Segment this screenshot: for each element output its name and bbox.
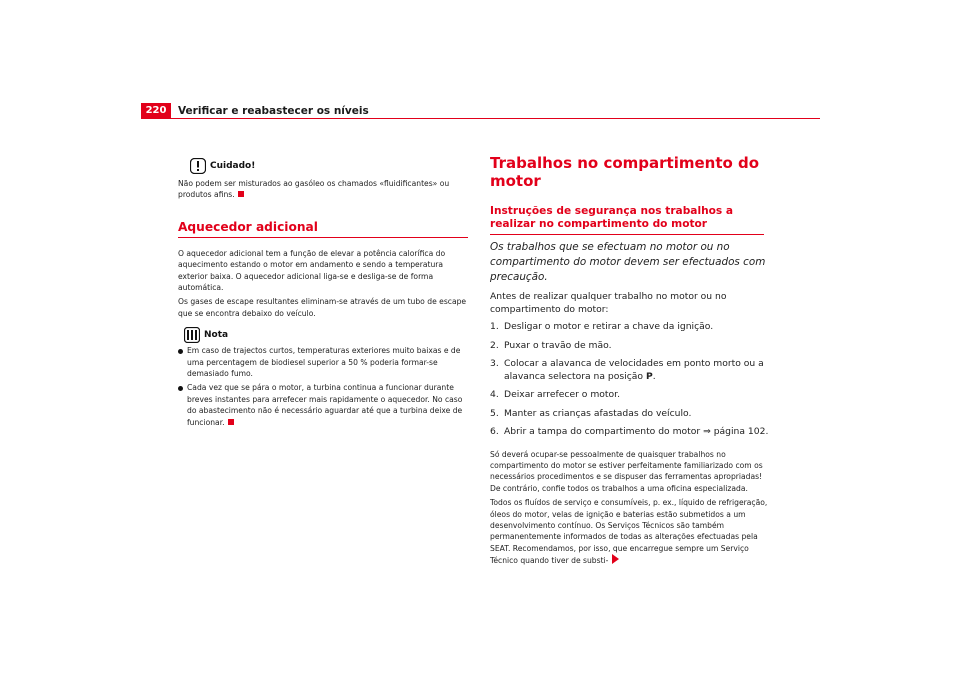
paragraph: Os gases de escape resultantes eliminam-se através de um tubo de escape que se encontra debaixo do veículo. xyxy=(178,297,467,318)
paragraph-continued: Todos os fluídos de serviço e consumíveis, p. ex., líquido de refrigeração, óleos do motor, velas de ignição e baterias estão submetidos a um desenvolvimento contínuo. Os Serviços Técnicos são também permanentemente informados de todas as alterações efectuadas pela SEAT. Recomendamos, por isso, que encarregue sempre um Serviço Técnico quando tiver de substi- xyxy=(490,498,768,566)
header-rule xyxy=(171,118,820,119)
chapter-title: Trabalhos no compartimento do motor xyxy=(490,154,760,190)
note-heading xyxy=(184,327,468,343)
note-bullet xyxy=(178,382,468,428)
bullet-text-wrap: Cada vez que se pára o motor, a turbina continua a funcionar durante breves instantes para arrefecer mais rapidamente o aquecedor. No caso do abastecimento não é necessário aguardar até que a turbina deixe de funcionar. xyxy=(187,383,463,427)
paragraph: Só deverá ocupar-se pessoalmente de quaisquer trabalhos no compartimento do motor se estiver perfeitamente familiarizado com os necessários procedimentos e se dispuser das ferramentas apropriadas! De contrário, confie todos os trabalhos a uma oficina especializada. xyxy=(490,449,763,493)
bullet-icon xyxy=(178,386,183,391)
note-bullet xyxy=(178,345,468,379)
section-title: Aquecedor adicional xyxy=(178,219,318,234)
intro-text: Antes de realizar qualquer trabalho no motor ou no compartimento do motor: xyxy=(490,291,727,315)
bullet-icon xyxy=(178,349,183,354)
step-item: 3. Colocar a alavanca de velocidades em ponto morto ou a alavanca selectora na posição P. xyxy=(490,358,764,382)
step-item: 2. Puxar o travão de mão. xyxy=(490,339,612,351)
step-item: 6. Abrir a tampa do compartimento do motor ⇒ página 102. xyxy=(490,426,769,437)
left-column xyxy=(178,158,468,428)
step-item: 5. Manter as crianças afastadas do veículo. xyxy=(490,407,692,419)
lead-text: Os trabalhos que se efectuam no motor ou no compartimento do motor devem ser efectuados com precaução. xyxy=(490,241,766,283)
step-item: 1. Desligar o motor e retirar a chave da ignição. xyxy=(490,321,714,332)
header-title: Verificar e reabastecer os níveis xyxy=(178,105,369,117)
note-icon xyxy=(184,327,200,343)
warning-icon xyxy=(190,158,206,174)
step-item: 4. Deixar arrefecer o motor. xyxy=(490,389,620,400)
section-rule xyxy=(178,237,468,238)
page-number: 220 xyxy=(141,103,171,119)
caution-label: Cuidado! xyxy=(210,161,256,171)
end-mark xyxy=(228,419,234,425)
continue-arrow-icon xyxy=(612,554,619,564)
subsection-rule xyxy=(490,234,764,235)
end-mark xyxy=(238,191,244,197)
section-aquecedor xyxy=(178,220,468,319)
caution-heading xyxy=(190,158,468,174)
paragraph: O aquecedor adicional tem a função de elevar a potência calorífica do aquecimento estando o motor em andamento e sendo a temperatura exterior baixa. O aquecedor adicional liga-se e desliga-se de forma automática. xyxy=(178,248,446,293)
subsection-title: Instruções de segurança nos trabalhos a realizar no compartimento do motor xyxy=(490,205,734,230)
note-label: Nota xyxy=(204,330,229,341)
bullet-text: Em caso de trajectos curtos, temperaturas exteriores muito baixas e de uma percentagem de biodiesel superior a 50 % poderia formar-se demasiado fumo. xyxy=(187,346,461,379)
right-column xyxy=(490,154,770,567)
caution-text: Não podem ser misturados ao gasóleo os chamados «fluidificantes» ou produtos afins. xyxy=(178,179,450,200)
note-block xyxy=(178,327,468,428)
steps-list xyxy=(490,321,770,439)
